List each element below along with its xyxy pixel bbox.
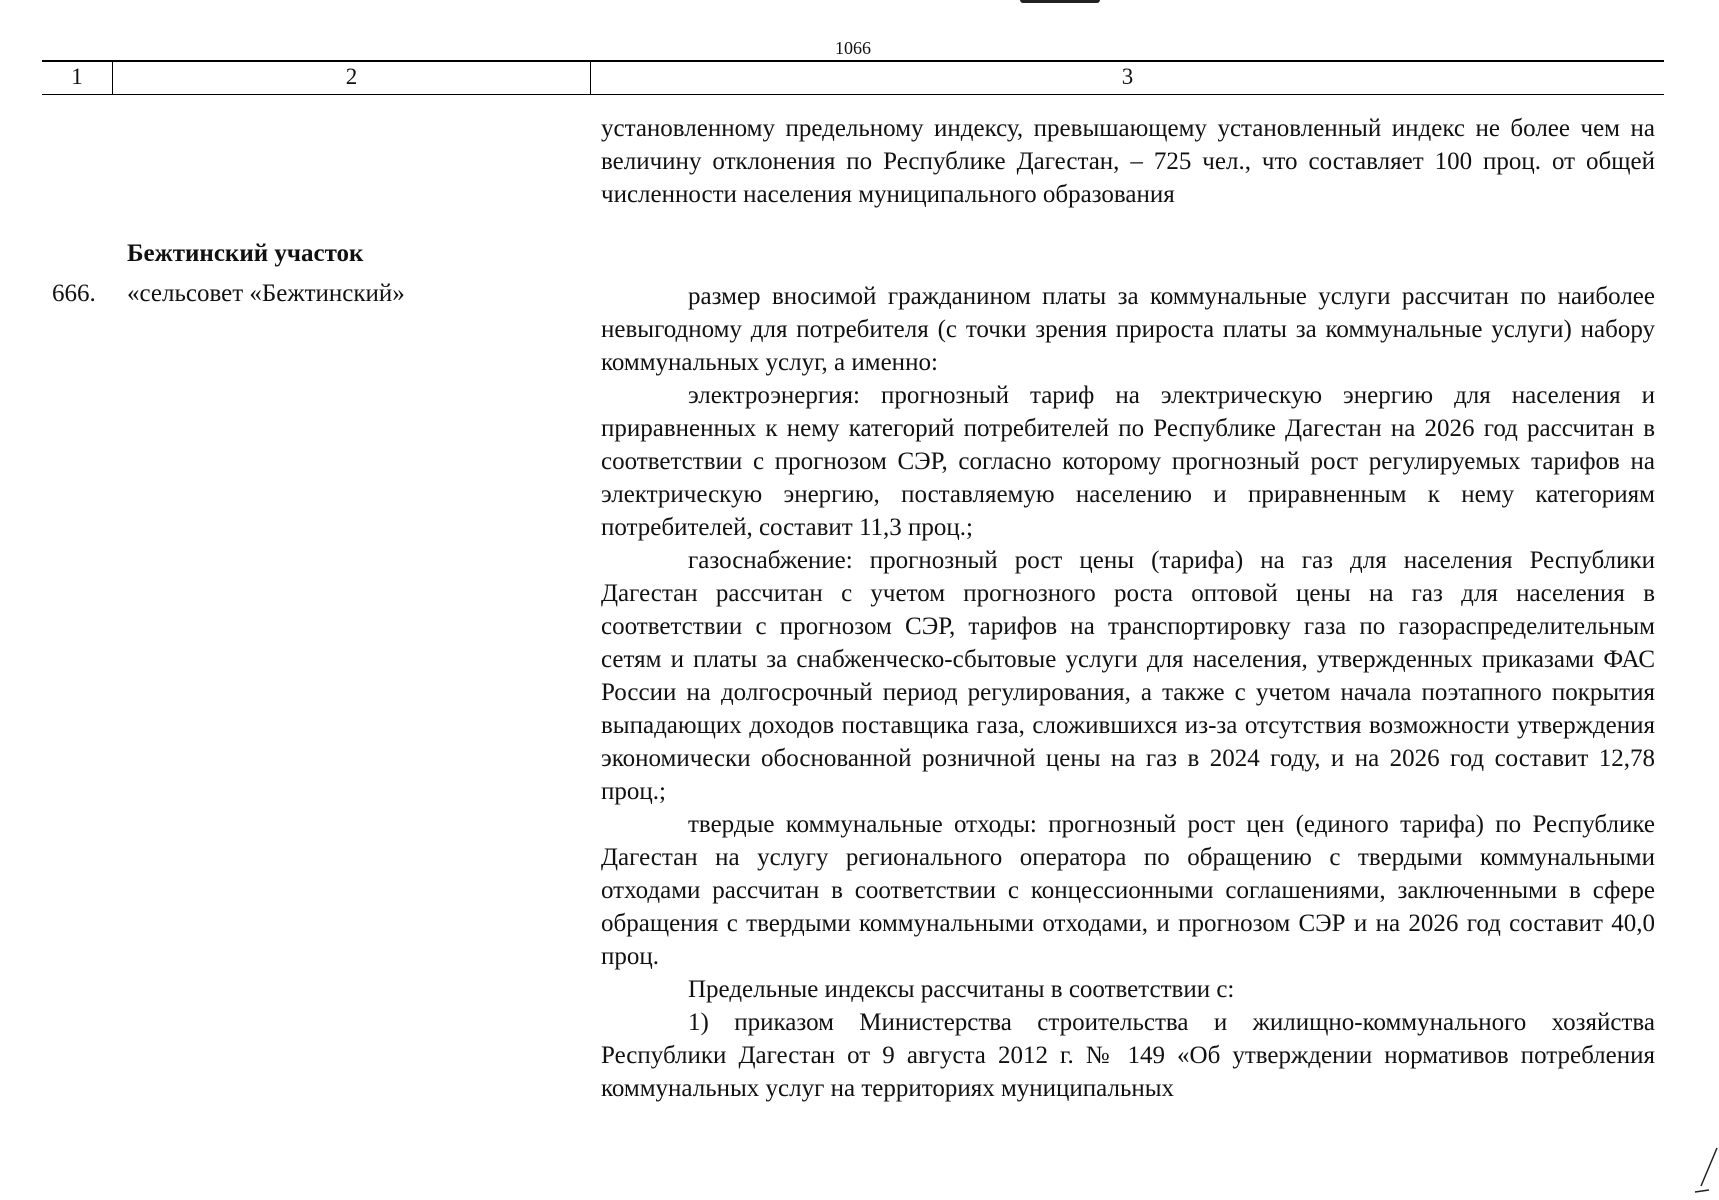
scan-artifact: [1020, 0, 1100, 3]
paragraph: электроэнергия: прогнозный тариф на электрическую энергию для населения и приравненных к нему категорий потребителей по Республике Дагестан на 2026 год рассчитан в соответствии с прогнозом СЭР, согласно которому прогнозный рост регулируемых тарифов на электрическую энергию, поставляемую населению и приравненным к нему категориям потребителей, составит 11,3 проц.;: [601, 382, 1655, 541]
continuation-text: [601, 112, 1655, 211]
paragraph: твердые коммунальные отходы: прогнозный рост цен (единого тарифа) по Республике Дагестан на услугу регионального оператора по обращению с твердыми коммунальными отходами рассчитан в соответствии с концессионными соглашениями, заключенными в сфере обращения с твердыми коммунальными отходами, и прогнозом СЭР и на 2026 год составит 40,0 проц.: [601, 811, 1655, 970]
column-number-3: 3: [1121, 64, 1134, 89]
section-title: Бежтинский участок: [127, 240, 364, 267]
paragraph: газоснабжение: прогнозный рост цены (тарифа) на газ для населения Республики Дагестан рассчитан с учетом прогнозного роста оптовой цены на газ для населения в соответствии с прогнозом СЭР, тарифов на транспортировку газа по газораспределительным сетям и платы за снабженческо-сбытовые услуги для населения, утвержденных приказами ФАС России на долгосрочный период регулирования, а также с учетом начала поэтапного покрытия выпадающих доходов поставщика газа, сложившихся из-за отсутствия возможности утверждения экономически обоснованной розничной цены на газ в 2024 году, и на 2026 год составит 12,78 проц.;: [601, 547, 1655, 805]
margin-mark: [1679, 1140, 1719, 1200]
continuation-paragraph: установленному предельному индексу, превышающему установленный индекс не более чем на величину отклонения по Республике Дагестан, – 725 чел., что составляет 100 проц. от общей численности населения муниципального образования: [601, 115, 1655, 208]
table-header-bottom-rule: [42, 94, 1664, 95]
paragraph: размер вносимой гражданином платы за коммунальные услуги рассчитан по наиболее невыгодному для потребителя (с точки зрения прироста платы за коммунальные услуги) набору коммунальных услуг, а именно:: [601, 283, 1655, 376]
column-number-2: 2: [345, 64, 358, 89]
column-number-1: 1: [71, 64, 83, 89]
row-number: 666.: [52, 280, 96, 307]
table-header-top-rule: [42, 60, 1664, 62]
page-number: 1066: [835, 38, 871, 58]
row-description: [601, 280, 1655, 1105]
paragraph: 1) приказом Министерства строительства и жилищно-коммунального хозяйства Республики Дагестан от 9 августа 2012 г. № 149 «Об утверждении нормативов потребления коммунальных услуг на территориях муниципальных: [601, 1009, 1655, 1102]
row-name: «сельсовет «Бежтинский»: [127, 280, 405, 307]
paragraph: Предельные индексы рассчитаны в соответствии с:: [688, 976, 1235, 1003]
